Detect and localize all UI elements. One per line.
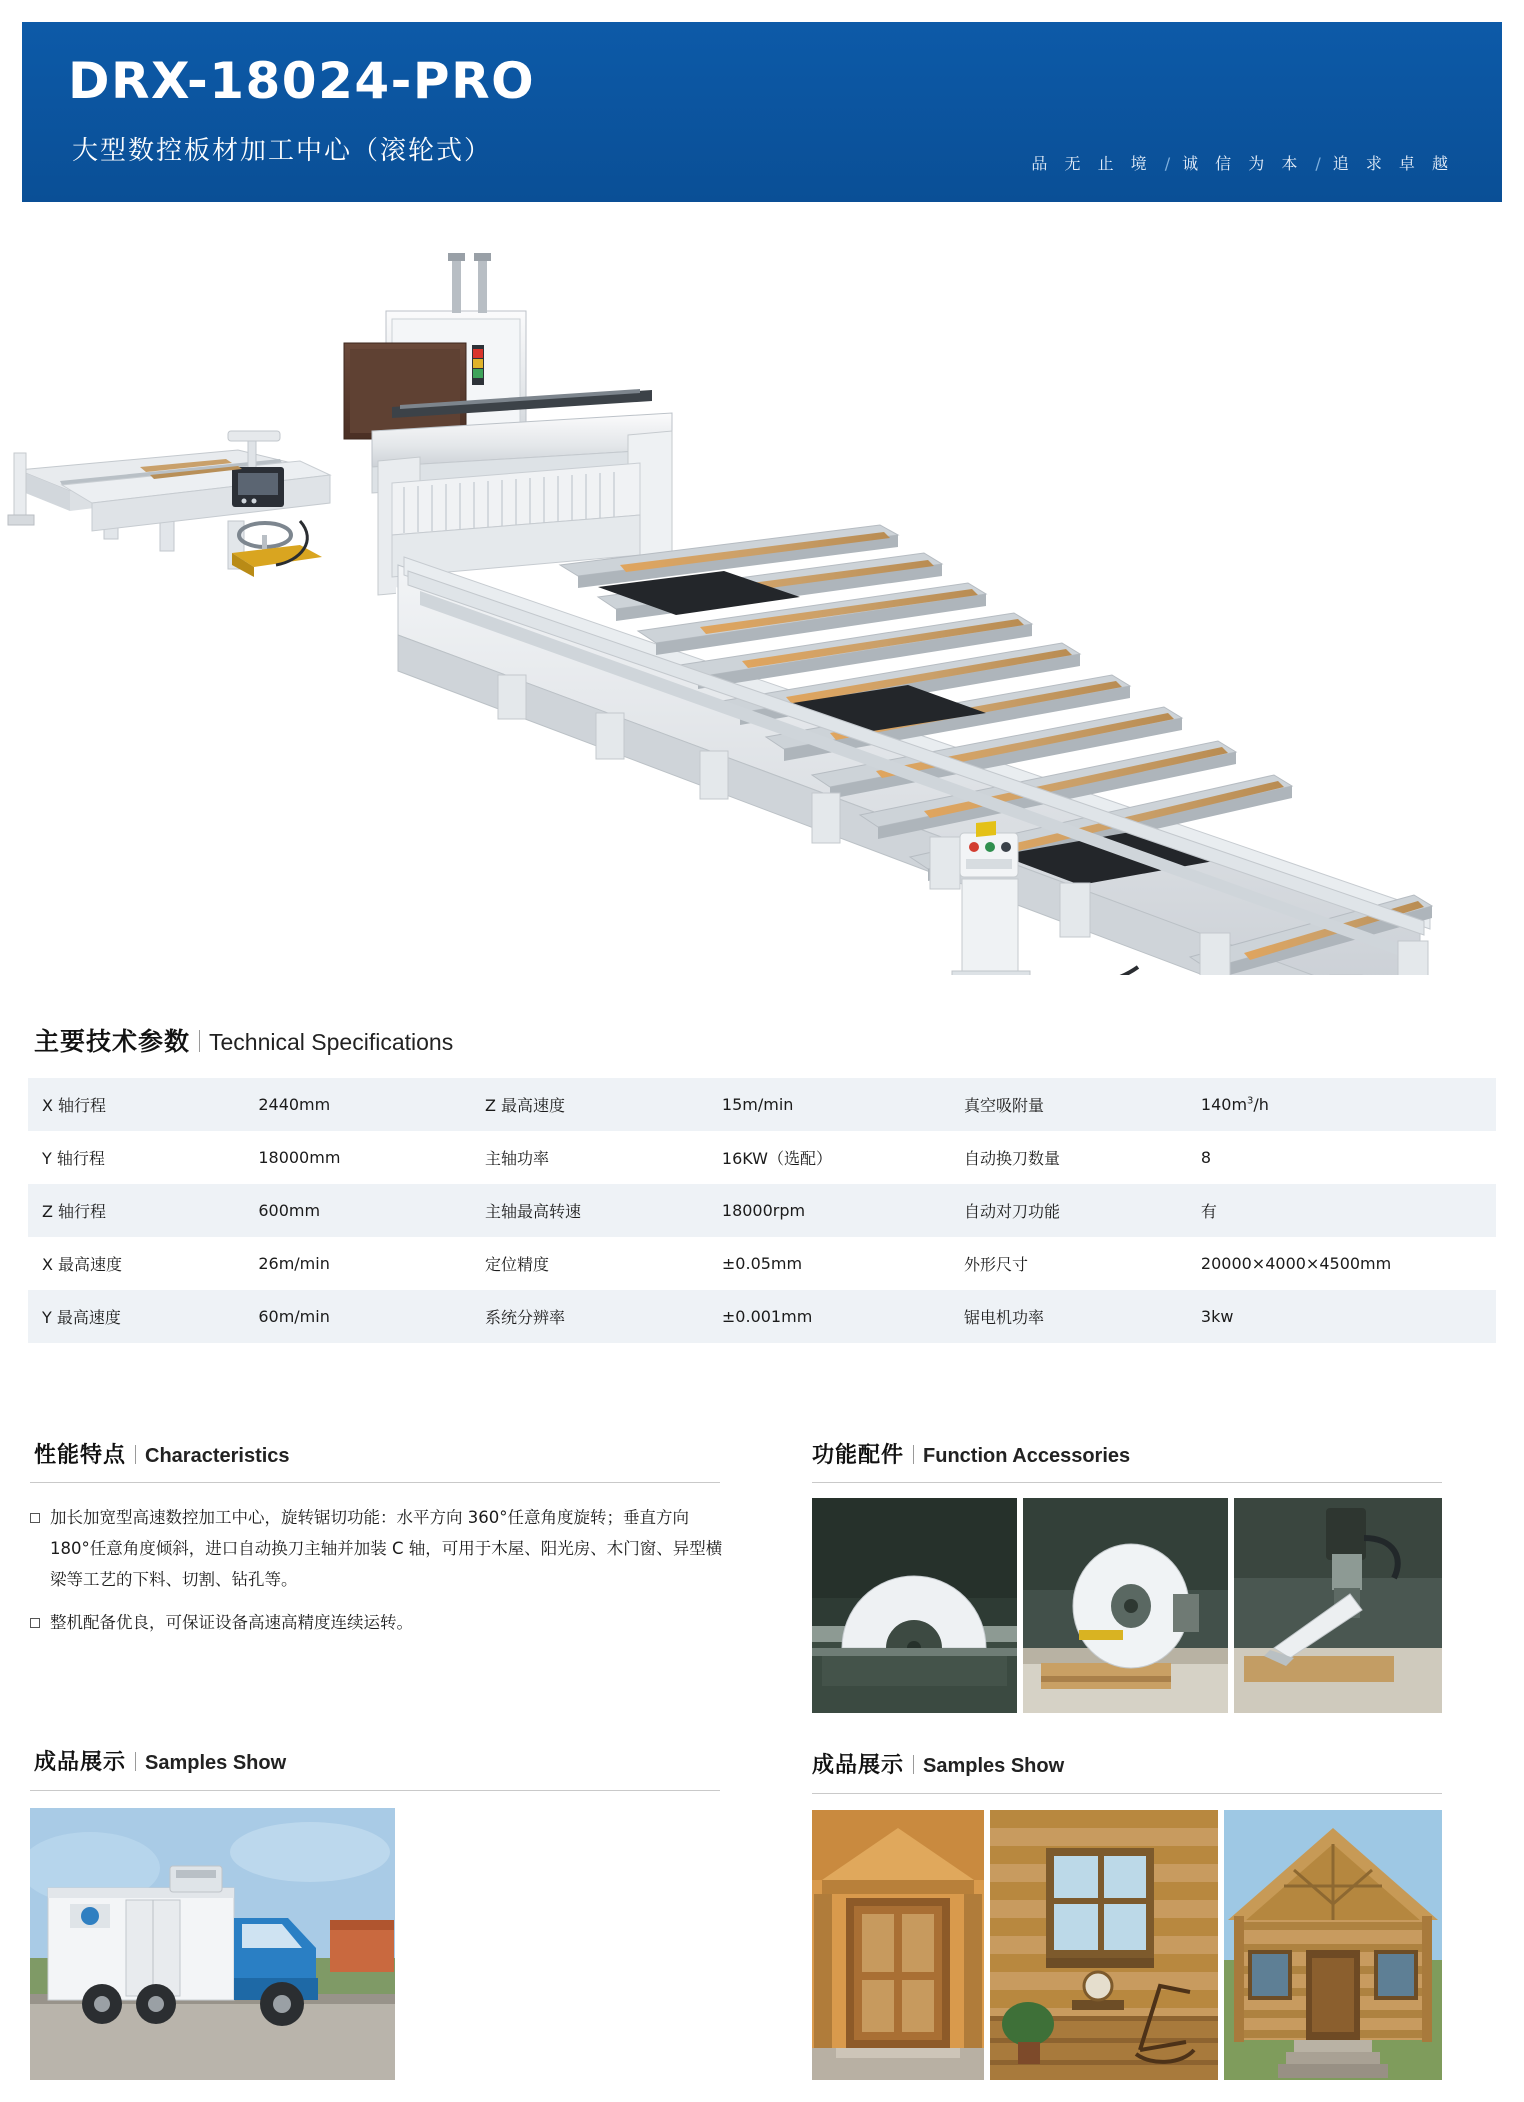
table-row xyxy=(28,1237,1496,1290)
spec-value: 26m/min xyxy=(258,1254,330,1273)
spec-value: 16KW（选配） xyxy=(721,1149,832,1168)
product-subtitle: 大型数控板材加工中心（滚轮式） xyxy=(72,136,493,166)
spec-value: 15m/min xyxy=(721,1095,794,1114)
spec-label: X 最高速度 xyxy=(42,1255,123,1274)
spec-label: 真空吸附量 xyxy=(963,1096,1044,1115)
spec-value: 2440mm xyxy=(258,1095,331,1114)
section-divider-rule xyxy=(812,1482,1442,1483)
title-divider xyxy=(199,1030,200,1052)
spec-value: 18000mm xyxy=(258,1148,341,1167)
characteristics-title-en: Characteristics xyxy=(145,1445,290,1467)
samples-left-title-en: Samples Show xyxy=(145,1752,287,1774)
page-header xyxy=(22,22,1502,202)
spec-value: 有 xyxy=(1200,1202,1217,1221)
sample-photo-log-cabin-interior xyxy=(990,1810,1218,2080)
sample-photo-wooden-door xyxy=(812,1810,984,2080)
accessory-photo-saw-blade-front xyxy=(812,1498,1017,1713)
slogan-part-1: 品 无 止 境 xyxy=(1031,154,1153,173)
accessories-title-en: Function Accessories xyxy=(923,1445,1131,1467)
sample-photo-log-cabin-exterior xyxy=(1224,1810,1442,2080)
samples-right-title-en: Samples Show xyxy=(923,1755,1065,1777)
spec-value: ±0.05mm xyxy=(721,1254,803,1273)
product-model-title: DRX-18024-PRO xyxy=(68,52,536,110)
samples-left-section-title xyxy=(34,1745,286,1776)
characteristics-title-cn: 性能特点 xyxy=(34,1443,127,1468)
title-divider xyxy=(913,1755,914,1774)
spec-label: 定位精度 xyxy=(484,1255,549,1274)
spec-label: Z 最高速度 xyxy=(484,1096,566,1115)
samples-right-section-title xyxy=(812,1748,1064,1779)
slogan-part-3: 追 求 卓 越 xyxy=(1332,154,1454,173)
table-row xyxy=(28,1078,1496,1131)
slogan-separator: / xyxy=(1164,154,1171,173)
section-divider-rule xyxy=(30,1790,720,1791)
table-row xyxy=(28,1184,1496,1237)
spec-label: 锯电机功率 xyxy=(963,1308,1044,1327)
spec-value: 60m/min xyxy=(258,1307,330,1326)
table-row xyxy=(28,1290,1496,1343)
spec-value: 3kw xyxy=(1200,1307,1234,1326)
samples-right-title-cn: 成品展示 xyxy=(812,1753,905,1778)
spec-value: ±0.001mm xyxy=(721,1307,813,1326)
list-item: 整机配备优良，可保证设备高速高精度连续运转。 xyxy=(30,1607,730,1638)
spec-label: 主轴功率 xyxy=(484,1149,549,1168)
spec-label: 自动换刀数量 xyxy=(963,1149,1060,1168)
machine-hero-photo xyxy=(0,235,1524,975)
slogan-part-2: 诚 信 为 本 xyxy=(1182,154,1304,173)
table-row xyxy=(28,1131,1496,1184)
spec-value-vacuum: $140m^3/h$ xyxy=(1200,1095,1269,1114)
specs-title-cn: 主要技术参数 xyxy=(34,1027,191,1056)
list-item: 加长加宽型高速数控加工中心，旋转锯切功能：水平方向 360°任意角度旋转；垂直方向 180°任意角度倾斜，进口自动换刀主轴并加装 C 轴，可用于木屋、阳光房、木门窗、异型横梁等工艺的下料、切割、钻孔等。 xyxy=(30,1502,730,1595)
accessory-photo-saw-blade-angled xyxy=(1023,1498,1228,1713)
accessories-title-cn: 功能配件 xyxy=(812,1443,905,1468)
samples-left-title-cn: 成品展示 xyxy=(34,1750,127,1775)
spec-label: X 轴行程 xyxy=(42,1096,107,1115)
spec-label: 系统分辨率 xyxy=(484,1308,565,1327)
slogan-separator: / xyxy=(1315,154,1321,173)
specs-title-en: Technical Specifications xyxy=(209,1029,454,1055)
technical-specifications-table xyxy=(28,1078,1496,1343)
section-divider-rule xyxy=(812,1793,1442,1794)
accessories-section-title xyxy=(812,1438,1130,1469)
title-divider xyxy=(135,1752,136,1771)
characteristics-section-title xyxy=(34,1438,290,1469)
specs-section-title xyxy=(34,1022,453,1058)
spec-label: Y 轴行程 xyxy=(42,1149,105,1168)
spec-value: 18000rpm xyxy=(721,1201,806,1220)
spec-value: 600mm xyxy=(258,1201,321,1220)
characteristics-list xyxy=(30,1502,730,1650)
spec-label: 主轴最高转速 xyxy=(484,1202,581,1221)
title-divider xyxy=(913,1445,914,1464)
spec-value: 20000×4000×4500mm xyxy=(1200,1254,1392,1273)
section-divider-rule xyxy=(30,1482,720,1483)
brand-slogan xyxy=(1031,151,1454,174)
title-divider xyxy=(135,1445,136,1464)
spec-value: 8 xyxy=(1200,1148,1212,1167)
spec-label: 自动对刀功能 xyxy=(963,1202,1060,1221)
sample-photo-refrigerated-truck xyxy=(30,1808,395,2080)
spec-label: Y 最高速度 xyxy=(42,1308,121,1327)
spec-label: 外形尺寸 xyxy=(963,1255,1028,1274)
accessory-photo-spindle-head xyxy=(1234,1498,1442,1713)
spec-label: Z 轴行程 xyxy=(42,1202,107,1221)
